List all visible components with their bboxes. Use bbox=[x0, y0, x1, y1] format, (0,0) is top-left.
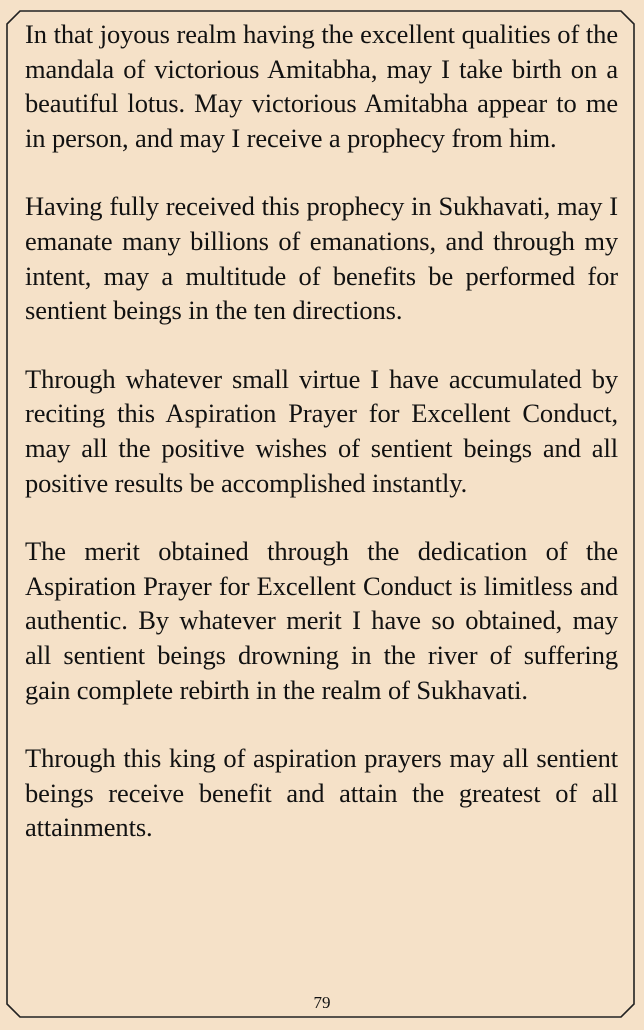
paragraph-5: Through this king of aspiration prayers may all sentient beings receive benefit and attain the greatest of all attainments. bbox=[25, 743, 618, 843]
page-number: 79 bbox=[313, 993, 331, 1012]
paragraph-3: Through whatever small virtue I have accumulated by reciting this Aspiration Prayer for Excellent Conduct, may all the positive wishes of sentient beings and all positive results be accomplished instantly. bbox=[25, 363, 618, 498]
paragraph-4: The merit obtained through the dedication of the Aspiration Prayer for Excellent Conduct is limitless and authentic. By whatever merit I have so obtained, may all sentient beings drowning in the river of suffering gain complete rebirth in the realm of Sukhavati. bbox=[25, 536, 618, 705]
paragraph-1: In that joyous realm having the excellent qualities of the mandala of victorious Amitabha, may I take birth on a beautiful lotus. May victorious Amitabha appear to me in person, and may I receive a prophecy from him. bbox=[25, 19, 618, 153]
document-body bbox=[25, 17, 618, 879]
paragraph-2: Having fully received this prophecy in Sukhavati, may I emanate many billions of emanations, and through my intent, may a multitude of benefits be performed for sentient beings in the ten directions. bbox=[25, 191, 618, 326]
